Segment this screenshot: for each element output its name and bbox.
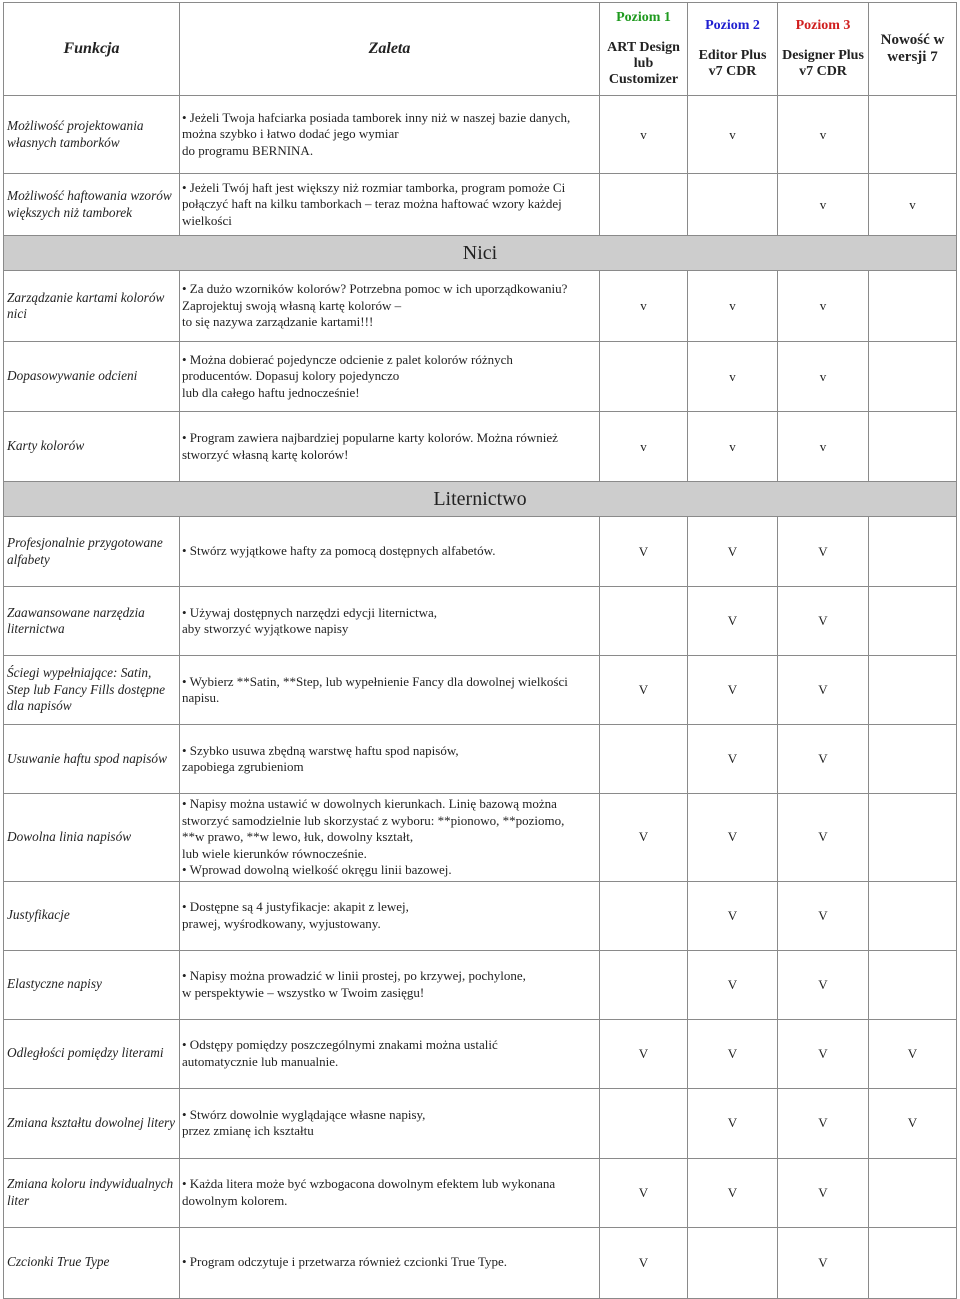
novelty-mark xyxy=(869,517,957,587)
level-3-mark: V xyxy=(778,1158,869,1227)
feature-name: Zaawansowane narzędzia liternictwa xyxy=(4,587,180,656)
level-1-mark xyxy=(600,1088,688,1158)
level-3-mark: V xyxy=(778,1227,869,1298)
header-level-2 xyxy=(688,3,778,96)
feature-benefit xyxy=(180,1088,600,1158)
novelty-mark xyxy=(869,881,957,950)
feature-name: Karty kolorów xyxy=(4,412,180,482)
benefit-line: • Program odczytuje i przetwarza również czcionki True Type. xyxy=(182,1254,508,1270)
level-2-mark: v xyxy=(688,271,778,342)
level-1-product: ART Design lub Customizer xyxy=(607,40,680,87)
benefit-line: przez zmianę ich kształtu xyxy=(182,1123,314,1138)
benefit-line: wielkości xyxy=(182,212,232,228)
level-1-mark: v xyxy=(600,271,688,342)
novelty-mark xyxy=(869,1158,957,1227)
benefit-line: producentów. Dopasuj kolory pojedynczo xyxy=(182,368,400,384)
level-3-mark: V xyxy=(778,881,869,950)
feature-benefit xyxy=(180,342,600,412)
benefit-line: • Szybko usuwa zbędną warstwę haftu spod napisów, xyxy=(182,742,459,758)
feature-name: Możliwość haftowania wzorów większych niż tamborek xyxy=(4,174,180,236)
level-3-mark: v xyxy=(778,174,869,236)
level-2-mark: v xyxy=(688,412,778,482)
novelty-mark xyxy=(869,342,957,412)
feature-benefit xyxy=(180,656,600,725)
novelty-mark xyxy=(869,271,957,342)
table-row xyxy=(4,1227,957,1298)
benefit-line: Zaprojektuj swoją własną kartę kolorów – xyxy=(182,297,402,313)
feature-benefit xyxy=(180,96,600,174)
benefit-line: • Odstępy pomiędzy poszczególnymi znakami można ustalić xyxy=(182,1037,498,1052)
feature-name: Zmiana koloru indywidualnych liter xyxy=(4,1158,180,1227)
table-row xyxy=(4,412,957,482)
benefit-line: zapobiega zgrubieniom xyxy=(182,759,304,774)
level-1-mark xyxy=(600,881,688,950)
header-row xyxy=(4,3,957,96)
level-1-mark: V xyxy=(600,1227,688,1298)
novelty-mark: V xyxy=(869,1019,957,1088)
benefit-line: do programu BERNINA. xyxy=(182,142,314,158)
table-row xyxy=(4,587,957,656)
level-3-mark: v xyxy=(778,271,869,342)
feature-name: Profesjonalnie przygotowane alfabety xyxy=(4,517,180,587)
benefit-line: • Można dobierać pojedyncze odcienie z palet kolorów różnych xyxy=(182,351,513,367)
table-row xyxy=(4,794,957,882)
level-2-mark: V xyxy=(688,587,778,656)
benefit-line: • Za dużo wzorników kolorów? Potrzebna pomoc w ich uporządkowaniu? xyxy=(182,281,568,297)
benefit-line: można szybko i łatwo dodać jego wymiar xyxy=(182,126,399,142)
feature-name: Możliwość projektowania własnych tamborków xyxy=(4,96,180,174)
novelty-mark xyxy=(869,950,957,1019)
table-row xyxy=(4,881,957,950)
benefit-line: aby stworzyć wyjątkowe napisy xyxy=(182,621,349,636)
benefit-line: automatycznie lub manualnie. xyxy=(182,1053,339,1069)
table-row xyxy=(4,656,957,725)
level-3-mark: V xyxy=(778,1088,869,1158)
level-2-mark: V xyxy=(688,794,778,882)
level-1-mark xyxy=(600,950,688,1019)
feature-name: Usuwanie haftu spod napisów xyxy=(4,725,180,794)
novelty-mark xyxy=(869,794,957,882)
feature-benefit xyxy=(180,1158,600,1227)
novelty-mark: v xyxy=(869,174,957,236)
novelty-mark xyxy=(869,587,957,656)
feature-name: Odległości pomiędzy literami xyxy=(4,1019,180,1088)
table-body xyxy=(4,96,957,1299)
benefit-line: • Jeżeli Twój haft jest większy niż rozmiar tamborka, program pomoże Ci xyxy=(182,179,566,195)
feature-name: Zarządzanie kartami kolorów nici xyxy=(4,271,180,342)
header-zaleta: Zaleta xyxy=(180,3,600,96)
level-3-mark: V xyxy=(778,656,869,725)
novelty-mark: V xyxy=(869,1088,957,1158)
level-3-mark: v xyxy=(778,342,869,412)
level-3-mark: V xyxy=(778,950,869,1019)
table-row xyxy=(4,174,957,236)
level-1-mark xyxy=(600,725,688,794)
level-1-mark: v xyxy=(600,412,688,482)
table-row xyxy=(4,1158,957,1227)
level-1-mark: v xyxy=(600,96,688,174)
level-2-mark: V xyxy=(688,881,778,950)
level-2-mark: V xyxy=(688,725,778,794)
benefit-line: to się nazywa zarządzanie kartami!!! xyxy=(182,314,374,330)
level-3-mark: V xyxy=(778,725,869,794)
feature-benefit xyxy=(180,1227,600,1298)
table-row xyxy=(4,725,957,794)
benefit-line: • Wybierz **Satin, **Step, lub wypełnienie Fancy dla dowolnej wielkości xyxy=(182,673,568,689)
feature-benefit xyxy=(180,881,600,950)
benefit-line: prawej, wyśrodkowany, wyjustowany. xyxy=(182,915,381,931)
table-row xyxy=(4,1088,957,1158)
benefit-line: połączyć haft na kilku tamborkach – teraz można haftować wzory każdej xyxy=(182,196,562,212)
benefit-line: • Jeżeli Twoja hafciarka posiada tamborek inny niż w naszej bazie danych, xyxy=(182,109,571,125)
table-row xyxy=(4,342,957,412)
header-level-1 xyxy=(600,3,688,96)
level-3-mark: v xyxy=(778,96,869,174)
level-3-mark: V xyxy=(778,794,869,882)
level-2-mark: V xyxy=(688,1158,778,1227)
level-2-mark: V xyxy=(688,656,778,725)
level-1-label: Poziom 1 xyxy=(616,10,671,25)
benefit-line: w perspektywie – wszystko w Twoim zasięgu! xyxy=(182,984,425,1000)
feature-comparison-table xyxy=(3,2,957,1299)
feature-name: Justyfikacje xyxy=(4,881,180,950)
level-1-mark xyxy=(600,587,688,656)
level-2-mark: V xyxy=(688,1088,778,1158)
level-2-mark xyxy=(688,174,778,236)
novelty-mark xyxy=(869,725,957,794)
feature-name: Dowolna linia napisów xyxy=(4,794,180,882)
level-1-mark: V xyxy=(600,794,688,882)
level-3-mark: V xyxy=(778,517,869,587)
level-3-product: Designer Plus v7 CDR xyxy=(782,48,864,79)
level-2-mark: V xyxy=(688,950,778,1019)
level-1-mark: V xyxy=(600,517,688,587)
section-header-row xyxy=(4,236,957,271)
section-title: Liternictwo xyxy=(4,482,957,517)
benefit-line: • Wprowad dowolną wielkość okręgu linii bazowej. xyxy=(182,862,452,877)
benefit-line: • Stwórz dowolnie wyglądające własne napisy, xyxy=(182,1106,426,1122)
level-2-label: Poziom 2 xyxy=(705,18,760,33)
benefit-line: lub wiele kierunków równocześnie. xyxy=(182,845,367,861)
feature-benefit xyxy=(180,271,600,342)
benefit-line: dowolnym kolorem. xyxy=(182,1192,288,1208)
level-1-mark xyxy=(600,342,688,412)
benefit-line: • Dostępne są 4 justyfikacje: akapit z lewej, xyxy=(182,899,409,914)
benefit-line: • Napisy można prowadzić w linii prostej, po krzywej, pochylone, xyxy=(182,968,526,983)
section-header-row xyxy=(4,482,957,517)
benefit-line: **w prawo, **w lewo, łuk, dowolny kształt, xyxy=(182,829,414,844)
benefit-line: • Używaj dostępnych narzędzi edycji liternictwa, xyxy=(182,604,438,620)
level-1-mark xyxy=(600,174,688,236)
level-1-mark: V xyxy=(600,1019,688,1088)
feature-benefit xyxy=(180,950,600,1019)
feature-name: Dopasowywanie odcieni xyxy=(4,342,180,412)
feature-name: Czcionki True Type xyxy=(4,1227,180,1298)
level-2-mark: V xyxy=(688,517,778,587)
feature-benefit xyxy=(180,794,600,882)
level-3-mark: v xyxy=(778,412,869,482)
novelty-mark xyxy=(869,1227,957,1298)
feature-name: Zmiana kształtu dowolnej litery xyxy=(4,1088,180,1158)
benefit-line: stworzyć własną kartę kolorów! xyxy=(182,446,349,462)
benefit-line: lub dla całego haftu jednocześnie! xyxy=(182,384,360,400)
table-row xyxy=(4,517,957,587)
novelty-mark xyxy=(869,656,957,725)
level-3-label: Poziom 3 xyxy=(795,18,851,33)
level-2-mark: V xyxy=(688,1019,778,1088)
feature-benefit xyxy=(180,174,600,236)
feature-name: Elastyczne napisy xyxy=(4,950,180,1019)
novelty-mark xyxy=(869,96,957,174)
feature-benefit xyxy=(180,587,600,656)
level-1-mark: V xyxy=(600,1158,688,1227)
feature-benefit xyxy=(180,412,600,482)
header-novelty: Nowość w wersji 7 xyxy=(869,3,957,96)
level-2-mark: v xyxy=(688,342,778,412)
table-row xyxy=(4,96,957,174)
benefit-line: napisu. xyxy=(182,690,220,705)
benefit-line: • Stwórz wyjątkowe hafty za pomocą dostępnych alfabetów. xyxy=(182,543,496,559)
section-title: Nici xyxy=(4,236,957,271)
level-3-mark: V xyxy=(778,1019,869,1088)
level-2-mark: v xyxy=(688,96,778,174)
header-funkcja: Funkcja xyxy=(4,3,180,96)
table-row xyxy=(4,271,957,342)
benefit-line: stworzyć samodzielnie lub skorzystać z wyboru: **pionowo, **poziomo, xyxy=(182,812,565,828)
feature-benefit xyxy=(180,1019,600,1088)
level-2-mark xyxy=(688,1227,778,1298)
benefit-line: • Program zawiera najbardziej popularne karty kolorów. Można również xyxy=(182,430,558,445)
level-1-mark: V xyxy=(600,656,688,725)
benefit-line: • Każda litera może być wzbogacona dowolnym efektem lub wykonana xyxy=(182,1176,556,1191)
table-row xyxy=(4,1019,957,1088)
benefit-line: • Napisy można ustawić w dowolnych kierunkach. Linię bazową można xyxy=(182,796,557,811)
table-row xyxy=(4,950,957,1019)
header-level-3 xyxy=(778,3,869,96)
level-3-mark: V xyxy=(778,587,869,656)
feature-benefit xyxy=(180,725,600,794)
feature-name: Ściegi wypełniające: Satin, Step lub Fancy Fills dostępne dla napisów xyxy=(4,656,180,725)
novelty-mark xyxy=(869,412,957,482)
level-2-product: Editor Plus v7 CDR xyxy=(698,48,767,79)
feature-benefit xyxy=(180,517,600,587)
